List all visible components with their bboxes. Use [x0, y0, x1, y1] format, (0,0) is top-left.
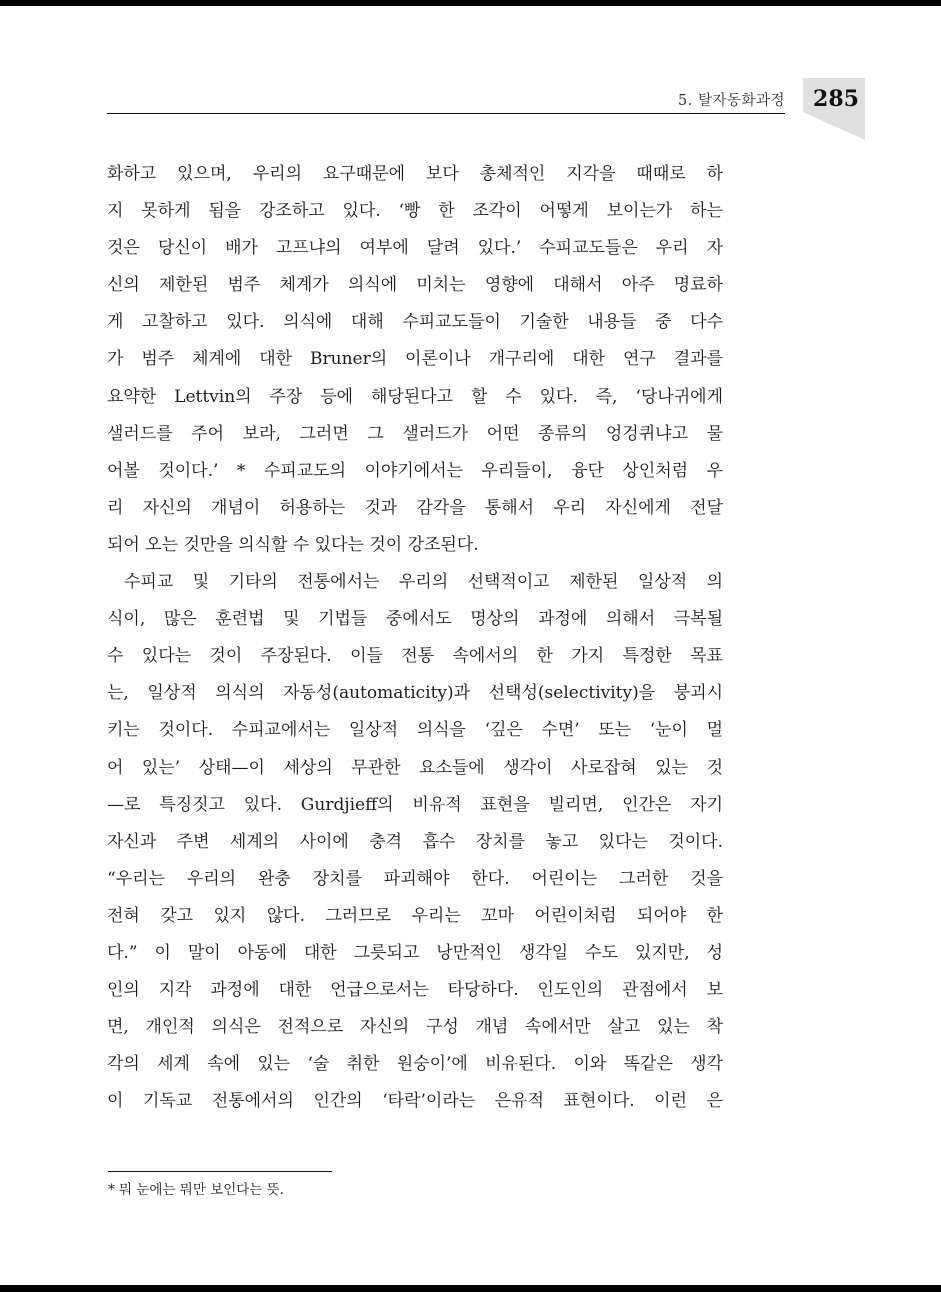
page-number: 285 [813, 86, 859, 112]
text-line: “우리는 우리의 완충 장치를 파괴해야 한다. 어린이는 그러한 것을 [107, 868, 723, 889]
text-line: 어볼 것이다.’ * 수피교도의 이야기에서는 우리들이, 융단 상인처럼 우 [107, 460, 723, 481]
text-line: 가 범주 체계에 대한 Bruner의 이론이나 개구리에 대한 연구 결과를 [107, 349, 723, 370]
page-bottom-border [0, 1285, 941, 1292]
text-line: 것은 당신이 배가 고프냐의 여부에 달려 있다.’ 수피교도들은 우리 자 [107, 238, 723, 259]
footnote-rule [108, 1171, 332, 1172]
text-line: 면, 개인적 의식은 전적으로 자신의 구성 개념 속에서만 살고 있는 착 [107, 1017, 723, 1038]
running-header-chapter: 5. 탈자동화과정 [678, 93, 785, 109]
text-line: 수 있다는 것이 주장된다. 이들 전통 속에서의 한 가지 특정한 목표 [107, 646, 723, 667]
text-line: 이 기독교 전통에서의 인간의 ‘타락’이라는 은유적 표현이다. 이런 은 [107, 1091, 723, 1112]
text-line: 인의 지각 과정에 대한 언급으로서는 타당하다. 인도인의 관점에서 보 [107, 980, 723, 1001]
text-line: 게 고찰하고 있다. 의식에 대해 수피교도들이 기술한 내용들 중 다수 [107, 312, 723, 333]
text-line: 다.” 이 말이 아동에 대한 그릇되고 낭만적인 생각일 수도 있지만, 성 [107, 942, 723, 963]
text-line: 는, 일상적 의식의 자동성(automaticity)과 선택성(selectivity)을 붕괴시 [107, 683, 723, 704]
footnote: * 뭐 눈에는 뭐만 보인다는 뜻. [108, 1182, 284, 1198]
paragraph-last-line: 되어 오는 것만을 의식할 수 있다는 것이 강조된다. [107, 534, 479, 555]
page-top-border [0, 0, 941, 6]
text-line: 샐러드를 주어 보라, 그러면 그 샐러드가 어떤 종류의 엉겅퀴냐고 물 [107, 423, 723, 444]
text-line: 지 못하게 됨을 강조하고 있다. ‘빵 한 조각이 어떻게 보이는가 하는 [107, 201, 723, 222]
text-line: 신의 제한된 범주 체계가 의식에 미치는 영향에 대해서 아주 명료하 [107, 275, 723, 296]
text-line: 화하고 있으며, 우리의 요구때문에 보다 총체적인 지각을 때때로 하 [107, 164, 723, 184]
header-rule [107, 113, 785, 114]
text-line: 어 있는’ 상태—이 세상의 무관한 요소들에 생각이 사로잡혀 있는 것 [107, 757, 723, 778]
text-line: 키는 것이다. 수피교에서는 일상적 의식을 ‘깊은 수면’ 또는 ‘눈이 멀 [107, 720, 723, 741]
paragraph-first-line: 수피교 및 기타의 전통에서는 우리의 선택적이고 제한된 일상적 의 [124, 572, 723, 593]
text-line: —로 특징짓고 있다. Gurdjieff의 비유적 표현을 빌리면, 인간은 자기 [107, 794, 723, 815]
text-line: 식이, 많은 훈련법 및 기법들 중에서도 명상의 과정에 의해서 극복될 [107, 609, 723, 630]
text-line: 자신과 주변 세계의 사이에 충격 흡수 장치를 놓고 있다는 것이다. [107, 831, 723, 852]
text-line: 각의 세계 속에 있는 ‘술 취한 원숭이’에 비유된다. 이와 똑같은 생각 [107, 1054, 723, 1075]
text-line: 리 자신의 개념이 허용하는 것과 감각을 통해서 우리 자신에게 전달 [107, 497, 723, 518]
text-line: 요약한 Lettvin의 주장 등에 해당된다고 할 수 있다. 즉, ‘당나귀에게 [107, 386, 723, 407]
text-line: 전혀 갖고 있지 않다. 그러므로 우리는 꼬마 어린이처럼 되어야 한 [107, 905, 723, 926]
body-text [107, 156, 723, 1120]
